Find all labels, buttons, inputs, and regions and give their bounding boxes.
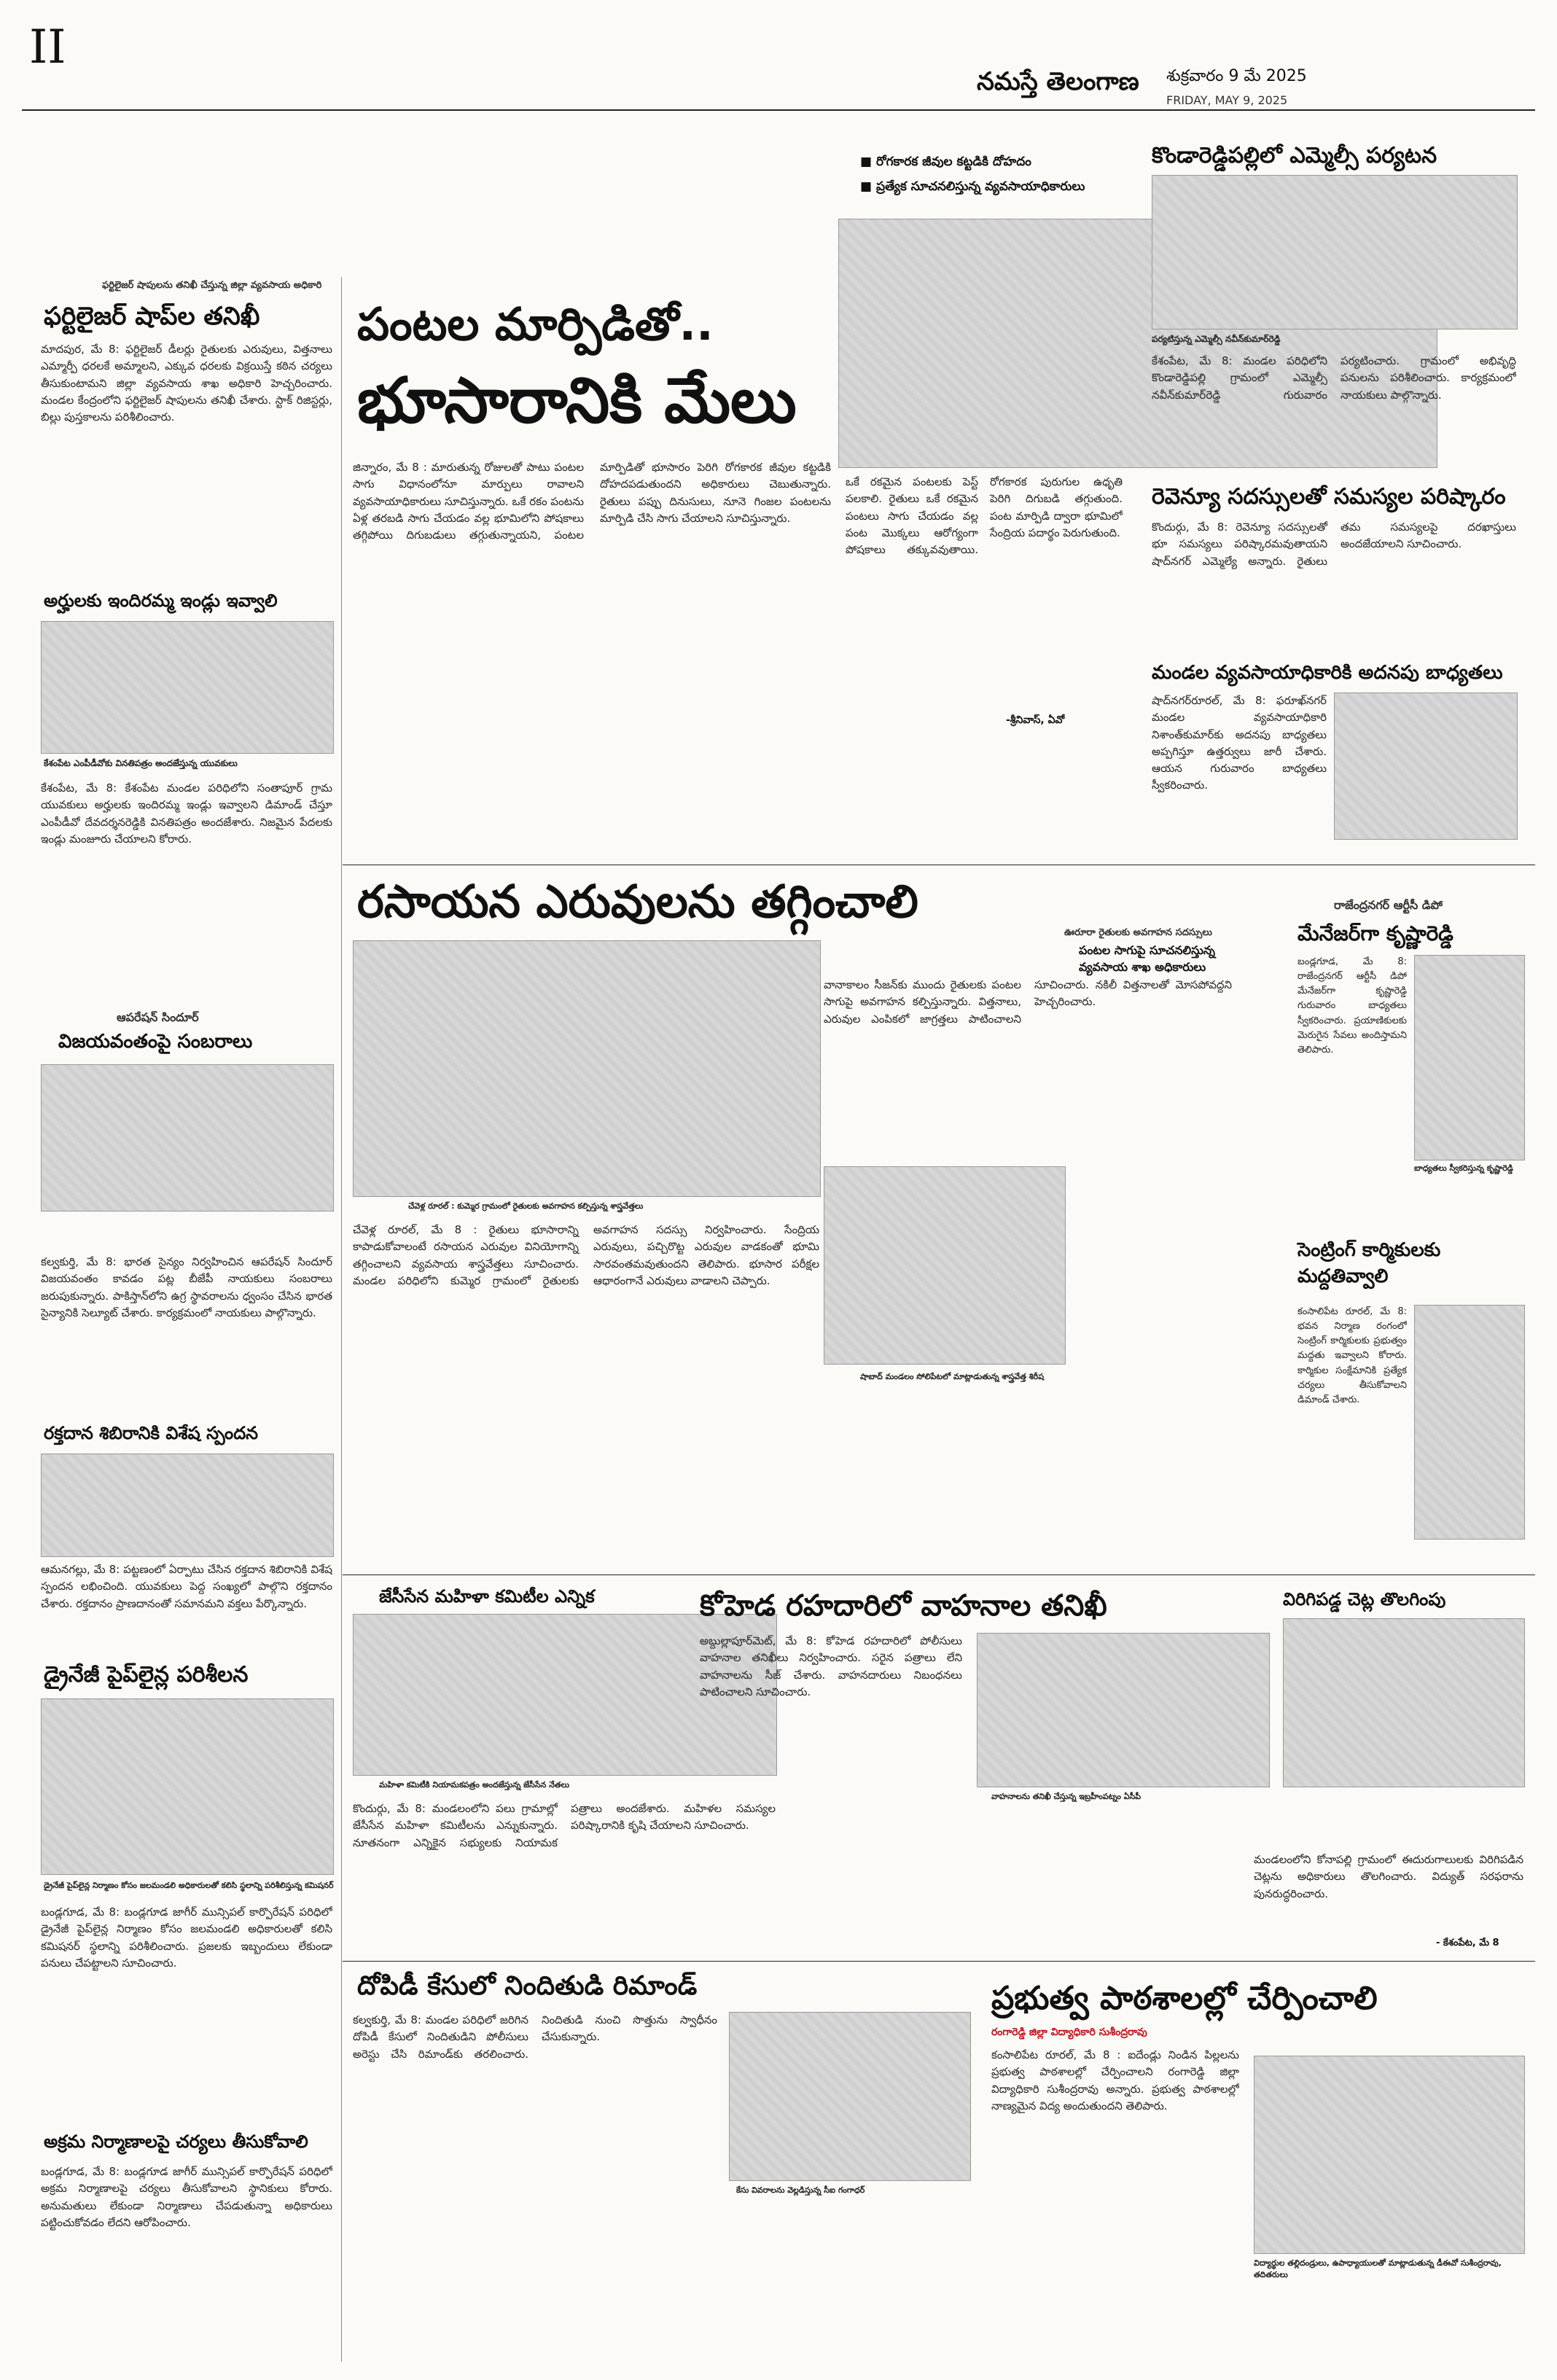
dp-headline: దోపిడీ కేసులో నిందితుడి రిమాండ్ (357, 1971, 698, 2001)
rt-photo3 (1334, 692, 1518, 840)
mid-body2: వానాకాలం సీజన్‌కు ముందు రైతులకు పంటల సాగుపై అవగాహన కల్పిస్తున్నారు. విత్తనాలు, ఎరువుల ఎంపికలో జాగ్రత్తలు పాటించాలని సూచించారు. నకిలీ విత్తనాలతో మోసపోవద్దని హెచ్చరించారు. (824, 978, 1232, 1026)
rt-photo4 (1414, 955, 1525, 1160)
jss-body: కొందుర్గు, మే 8: మండలంలోని పలు గ్రామాల్లో జేసీసేన మహిళా కమిటీలను ఎన్నుకున్నారు. నూతనంగా ఎన్నికైన సభ్యులకు నియామక పత్రాలు అందజేశారు. మహిళల సమస్యల పరిష్కారానికి కృషి చేయాలని సూచించారు. (353, 1802, 776, 1849)
jss-headline: జేసీసేన మహిళా కమిటీల ఎన్నిక (379, 1586, 595, 1607)
kh-body: అబ్దుల్లాపూర్‌మెట్, మే 8: కోహెడ రహదారిలో పోలీసులు వాహనాల తనిఖీలు నిర్వహించారు. సరైన పత్రాలు లేని వాహనాలను సీజ్ చేశారు. వాహనదారులు నిబంధనలు పాటించాలని సూచించారు. (700, 1634, 962, 1698)
rt-body3: షాద్‌నగర్‌రూరల్, మే 8: ఫరూఖ్‌నగర్ మండల వ్యవసాయాధికారి నిశాంత్‌కుమార్‌కు అదనపు బాధ్యతలు అప్పగిస్తూ ఉత్తర్వులు జారీ చేశారు. ఆయన గురువారం బాధ్యతలు స్వీకరించారు. (1152, 694, 1327, 792)
rt-body2: కొందుర్గు, మే 8: రెవెన్యూ సదస్సులతో భూ సమస్యలు పరిష్కారమవుతాయని షాద్‌నగర్ ఎమ్మెల్యే అన్నారు. రైతులు తమ సమస్యలపై దరఖాస్తులు అందజేయాలని సూచించారు. (1152, 520, 1516, 568)
date-te: శుక్రవారం 9 మే 2025 (1166, 67, 1307, 85)
dp-body: కల్వకుర్తి, మే 8: మండల పరిధిలో జరిగిన దోపిడీ కేసులో నిందితుడిని పోలీసులు అరెస్టు చేసి రిమాండ్‌కు తరలించారు. నిందితుడి నుంచి సొత్తును స్వాధీనం చేసుకున్నారు. (353, 2013, 717, 2061)
col1-body2: కేశంపేట, మే 8: కేశంపేట మండల పరిధిలోని సంతాపూర్ గ్రామ యువకులు అర్హులకు ఇందిరమ్మ ఇండ్లు ఇవ్వాలని డిమాండ్ చేస్తూ ఎంపీడీవో దేవదర్శనరెడ్డికి వినతిపత్రం అందజేశారు. నిజమైన పేదలకు ఇండ్లు మంజూరు చేయాలని కోరారు. (41, 781, 332, 846)
section-rule-3 (343, 1961, 1535, 1962)
vt-photo (1283, 1618, 1525, 1787)
page-number: II (29, 20, 66, 74)
bullet-icon: ■ (860, 155, 876, 169)
rt-caption: పర్యటిస్తున్న ఎమ్మెల్సీ నవీన్‌కుమార్‌రెడ్డి (1152, 334, 1281, 344)
col1-kicker: ఫర్టిలైజర్ షాపులను తనిఖీ చేస్తున్న జిల్లా వ్యవసాయ అధికారి (102, 280, 322, 291)
header-rule (22, 109, 1535, 111)
col1-caption5: డ్రైనేజీ పైప్‌లైన్ల నిర్మాణం కోసం జలమండలి అధికారులతో కలిసి స్థలాన్ని పరిశీలిస్తున్న కమిషనర్ (44, 1881, 334, 1890)
bullet-list (860, 155, 1101, 197)
col1-body3: కల్వకుర్తి, మే 8: భారత సైన్యం నిర్వహించిన ఆపరేషన్ సిందూర్ విజయవంతం కావడం పట్ల బీజేపీ నాయకులు సంబరాలు జరుపుకున్నారు. పాకిస్తాన్‌లోని ఉగ్ర స్థావరాలను ధ్వంసం చేసిన భారత సైన్యానికి సెల్యూట్ చేశారు. కార్యక్రమంలో నాయకులు పాల్గొన్నారు. (41, 1255, 332, 1319)
col1-headline4: రక్తదాన శిబిరానికి విశేష స్పందన (44, 1423, 259, 1443)
col1-photo2 (41, 621, 334, 754)
dp-photo (729, 2012, 971, 2181)
dp-caption: కేసు వివరాలను వెల్లడిస్తున్న సీఐ గంగాధర్ (736, 2185, 865, 2195)
col1-body4: ఆమనగల్లు, మే 8: పట్టణంలో ఏర్పాటు చేసిన రక్తదాన శిబిరానికి విశేష స్పందన లభించింది. యువకులు పెద్ద సంఖ్యలో పాల్గొని రక్తదానం చేశారు. రక్తదానం ప్రాణదానంతో సమానమని వక్తలు పేర్కొన్నారు. (41, 1563, 332, 1610)
col1-headline5: డ్రైనేజీ పైప్‌లైన్ల పరిశీలన (44, 1662, 249, 1688)
rt-kicker4: రాజేంద్రనగర్ ఆర్టీసీ డిపో (1334, 898, 1443, 912)
rt-body: కేశంపేట, మే 8: మండల పరిధిలోని కొండారెడ్డిపల్లి గ్రామంలో ఎమ్మెల్సీ నవీన్‌కుమార్‌రెడ్డి గురువారం పర్యటించారు. గ్రామంలో అభివృద్ధి పనులను పరిశీలించారు. కార్యక్రమంలో నాయకులు పాల్గొన్నారు. (1152, 354, 1516, 402)
kh-photo (977, 1633, 1270, 1787)
mid-headline: రసాయన ఎరువులను తగ్గించాలి (357, 875, 918, 928)
col1-photo4 (41, 1454, 334, 1557)
pb-body: కంసాలిపేట రూరల్, మే 8 : ఐదేండ్లు నిండిన పిల్లలను ప్రభుత్వ పాఠశాలల్లో చేర్పించాలని రంగారెడ్డి జిల్లా విద్యాధికారి సుశీంద్రరావు అన్నారు. ప్రభుత్వ పాఠశాలల్లో నాణ్యమైన విద్య అందుతుందని తెలిపారు. (991, 2048, 1239, 2112)
col1-body5: బండ్లగూడ, మే 8: బండ్లగూడ జాగీర్ మున్సిపల్ కార్పొరేషన్ పరిధిలో డ్రైనేజీ పైప్‌లైన్ల నిర్మాణం కోసం జలమండలి అధికారులతో కలిసి కమిషనర్ స్థలాన్ని పరిశీలించారు. ప్రజలకు ఇబ్బందులు లేకుండా పనులు చేపట్టాలని సూచించారు. (41, 1905, 332, 1970)
paper-name: నమస్తే తెలంగాణ (977, 67, 1139, 96)
mid-sub2: పంటల సాగుపై సూచనలిస్తున్న వ్యవసాయ శాఖ అధికారులు (1079, 943, 1215, 974)
vt-body: మండలంలోని కోనాపల్లి గ్రామంలో ఈదురుగాలులకు విరిగిపడిన చెట్లను అధికారులు తొలగించారు. విద్యుత్ సరఫరాను పునరుద్ధరించారు. (1254, 1853, 1523, 1900)
pb-headline: ప్రభుత్వ పాఠశాలల్లో చేర్పించాలి (991, 1980, 1378, 2017)
mid-body: చేవెళ్ల రూరల్, మే 8 : రైతులు భూసారాన్ని కాపాడుకోవాలంటే రసాయన ఎరువుల వినియోగాన్ని తగ్గించాలని వ్యవసాయ శాస్త్రవేత్తలు సూచించారు. మండల పరిధిలోని కుమ్మెర గ్రామంలో రైతులకు అవగాహన సదస్సు నిర్వహించారు. సేంద్రియ ఎరువులు, పచ్చిరొట్ట ఎరువుల వాడకంతో భూమి సారవంతమవుతుందని తెలిపారు. భూసార పరీక్షల ఆధారంగానే ఎరువులు వాడాలని చెప్పారు. (353, 1223, 819, 1287)
col1-photo3 (41, 1064, 334, 1212)
main-body: జిన్నారం, మే 8 : మారుతున్న రోజులతో పాటు పంటల సాగు విధానంలోనూ మార్పులు రావాలని వ్యవసాయాధికారులు సూచిస్తున్నారు. ఒకే రకం పంటను ఏళ్ల తరబడి సాగు చేయడం వల్ల భూమిలోని పోషకాలు తగ్గిపోయి దిగుబడులు తగ్గుతున్నాయని, పంటల మార్పిడితో భూసారం పెరిగి రోగకారక జీవుల కట్టడికి దోహదపడుతుందని అధికారులు చెబుతున్నారు. రైతులు పప్పు దినుసులు, నూనె గింజల పంటలను మార్పిడి చేసి సాగు చేయాలని సూచిస్తున్నారు. (353, 461, 831, 542)
col1-headline6: అక్రమ నిర్మాణాలపై చర్యలు తీసుకోవాలి (44, 2131, 308, 2152)
bullet-icon: ■ (860, 179, 876, 194)
rt-headline3: మండల వ్యవసాయాధికారికి అదనపు బాధ్యతలు (1152, 662, 1503, 684)
main-side-byline: -శ్రీనివాస్, ఏవో (1006, 714, 1065, 726)
col1-caption2: కేశంపేట ఎంపీడీవోకు వినతిపత్రం అందజేస్తున్న యువకులు (44, 758, 238, 768)
rt-body4: బండ్లగూడ, మే 8: రాజేంద్రనగర్ ఆర్టీసీ డిపో మేనేజర్‌గా కృష్ణారెడ్డి గురువారం బాధ్యతలు స్వీకరించారు. ప్రయాణికులకు మెరుగైన సేవలు అందిస్తామని తెలిపారు. (1298, 956, 1407, 1056)
rt-photo5 (1414, 1305, 1525, 1540)
col1-kicker3: ఆపరేషన్ సిందూర్ (117, 1010, 199, 1024)
kh-headline: కోహెడ రహదారిలో వాహనాల తనిఖీ (700, 1589, 1107, 1623)
main-headline-1: పంటల మార్పిడితో.. (357, 297, 714, 351)
rt-headline5: సెంట్రింగ్ కార్మికులకు మద్దతివ్వాలి (1298, 1239, 1441, 1287)
kh-caption: వాహనాలను తనిఖీ చేస్తున్న ఇబ్రహీంపట్నం ఏసీపీ (991, 1792, 1142, 1801)
col1-headline: ఫర్టిలైజర్ షాప్‌ల తనిఖీ (44, 302, 260, 331)
col1-photo5 (41, 1698, 334, 1875)
mid-caption: చేవెళ్ల రూరల్ : కుమ్మెర గ్రామంలో రైతులకు అవగాహన కల్పిస్తున్న శాస్త్రవేత్తలు (408, 1201, 644, 1211)
mid-photo (353, 940, 821, 1197)
rt-photo (1152, 175, 1518, 329)
mid-photo3 (824, 1166, 1066, 1365)
rt-body5: కంసాలిపేట రూరల్, మే 8: భవన నిర్మాణ రంగంలో సెంట్రింగ్ కార్మికులకు ప్రభుత్వం మద్దతు ఇవ్వాలని కోరారు. కార్మికుల సంక్షేమానికి ప్రత్యేక చర్యలు తీసుకోవాలని డిమాండ్ చేశారు. (1298, 1306, 1407, 1405)
col1-body6: బండ్లగూడ, మే 8: బండ్లగూడ జాగీర్ మున్సిపల్ కార్పొరేషన్ పరిధిలో అక్రమ నిర్మాణాలపై చర్యలు తీసుకోవాలని స్థానికులు కోరారు. అనుమతులు లేకుండా నిర్మాణాలు చేపడుతున్నా అధికారులు పట్టించుకోవడం లేదని ఆరోపించారు. (41, 2165, 332, 2229)
vt-headline: విరిగిపడ్డ చెట్ల తొలగింపు (1283, 1589, 1446, 1610)
main-side-body: ఒకే రకమైన పంటలకు పెస్ట్ పలకాలి. రైతులు ఒకే రకమైన పంటలు సాగు చేయడం వల్ల పంట మొక్కలు ఆరోగ్యంగా పోషకాలు తక్కువవుతాయి. రోగకారక పురుగుల ఉధృతి పెరిగి దిగుబడి తగ్గుతుంది. పంట మార్పిడి ద్వారా భూమిలో సేంద్రియ పదార్థం పెరుగుతుంది. (846, 475, 1123, 556)
pb-photo (1254, 2056, 1525, 2254)
vt-byline: - కేశంపేట, మే 8 (1436, 1938, 1499, 1948)
rt-caption4: బాధ్యతలు స్వీకరిస్తున్న కృష్ణారెడ్డి (1414, 1163, 1513, 1173)
rt-headline4: మేనేజర్‌గా కృష్ణారెడ్డి (1298, 921, 1453, 945)
rt-headline: కొండారెడ్డిపల్లిలో ఎమ్మెల్సీ పర్యటన (1152, 143, 1437, 168)
date-en: FRIDAY, MAY 9, 2025 (1166, 93, 1288, 107)
jss-caption: మహిళా కమిటీకి నియామకపత్రం అందజేస్తున్న జేసీసేన నేతలు (379, 1780, 570, 1790)
mid-kicker2: ఊరూరా రైతులకు అవగాహన సదస్సులు (1064, 927, 1212, 938)
col1-headline3: విజయవంతంపై సంబరాలు (58, 1031, 253, 1053)
bullet-item: ■ ప్రత్యేక సూచనలిస్తున్న వ్యవసాయాధికారులు (860, 179, 1085, 194)
pb-subhead: రంగారెడ్డి జిల్లా విద్యాధికారి సుశీంద్రరావు (991, 2026, 1147, 2038)
bullet-item: ■ రోగకారక జీవుల కట్టడికి దోహదం (860, 155, 1031, 169)
col1-body: మాదపుర, మే 8: ఫర్టిలైజర్ డీలర్లు రైతులకు ఎరువులు, విత్తనాలు ఎమ్మార్పీ ధరలకే అమ్మాలని, ఎక్కువ ధరలకు విక్రయిస్తే కఠిన చర్యలు తీసుకుంటామని జిల్లా వ్యవసాయ శాఖ అధికారి హెచ్చరించారు. మండల కేంద్రంలోని ఫర్టిలైజర్ షాపులను తనిఖీ చేశారు. స్టాక్ రిజిస్టర్లు, బిల్లు పుస్తకాలను పరిశీలించారు. (41, 343, 332, 424)
mid-caption3: షాబాద్ మండలం సోలిపేటలో మాట్లాడుతున్న శాస్త్రవేత్త శిరీష (860, 1372, 1045, 1381)
pb-caption: విద్యార్థుల తల్లిదండ్రులు, ఉపాధ్యాయులతో మాట్లాడుతున్న డీఈవో సుశీంద్రరావు, తదితరులు (1254, 2258, 1502, 2279)
divider (341, 277, 342, 2362)
col1-headline2: అర్హులకు ఇందిరమ్మ ఇండ్లు ఇవ్వాలి (44, 590, 278, 611)
rt-headline2: రెవెన్యూ సదస్సులతో సమస్యల పరిష్కారం (1152, 484, 1506, 510)
main-headline-2: భూసారానికి మేలు (357, 364, 797, 437)
